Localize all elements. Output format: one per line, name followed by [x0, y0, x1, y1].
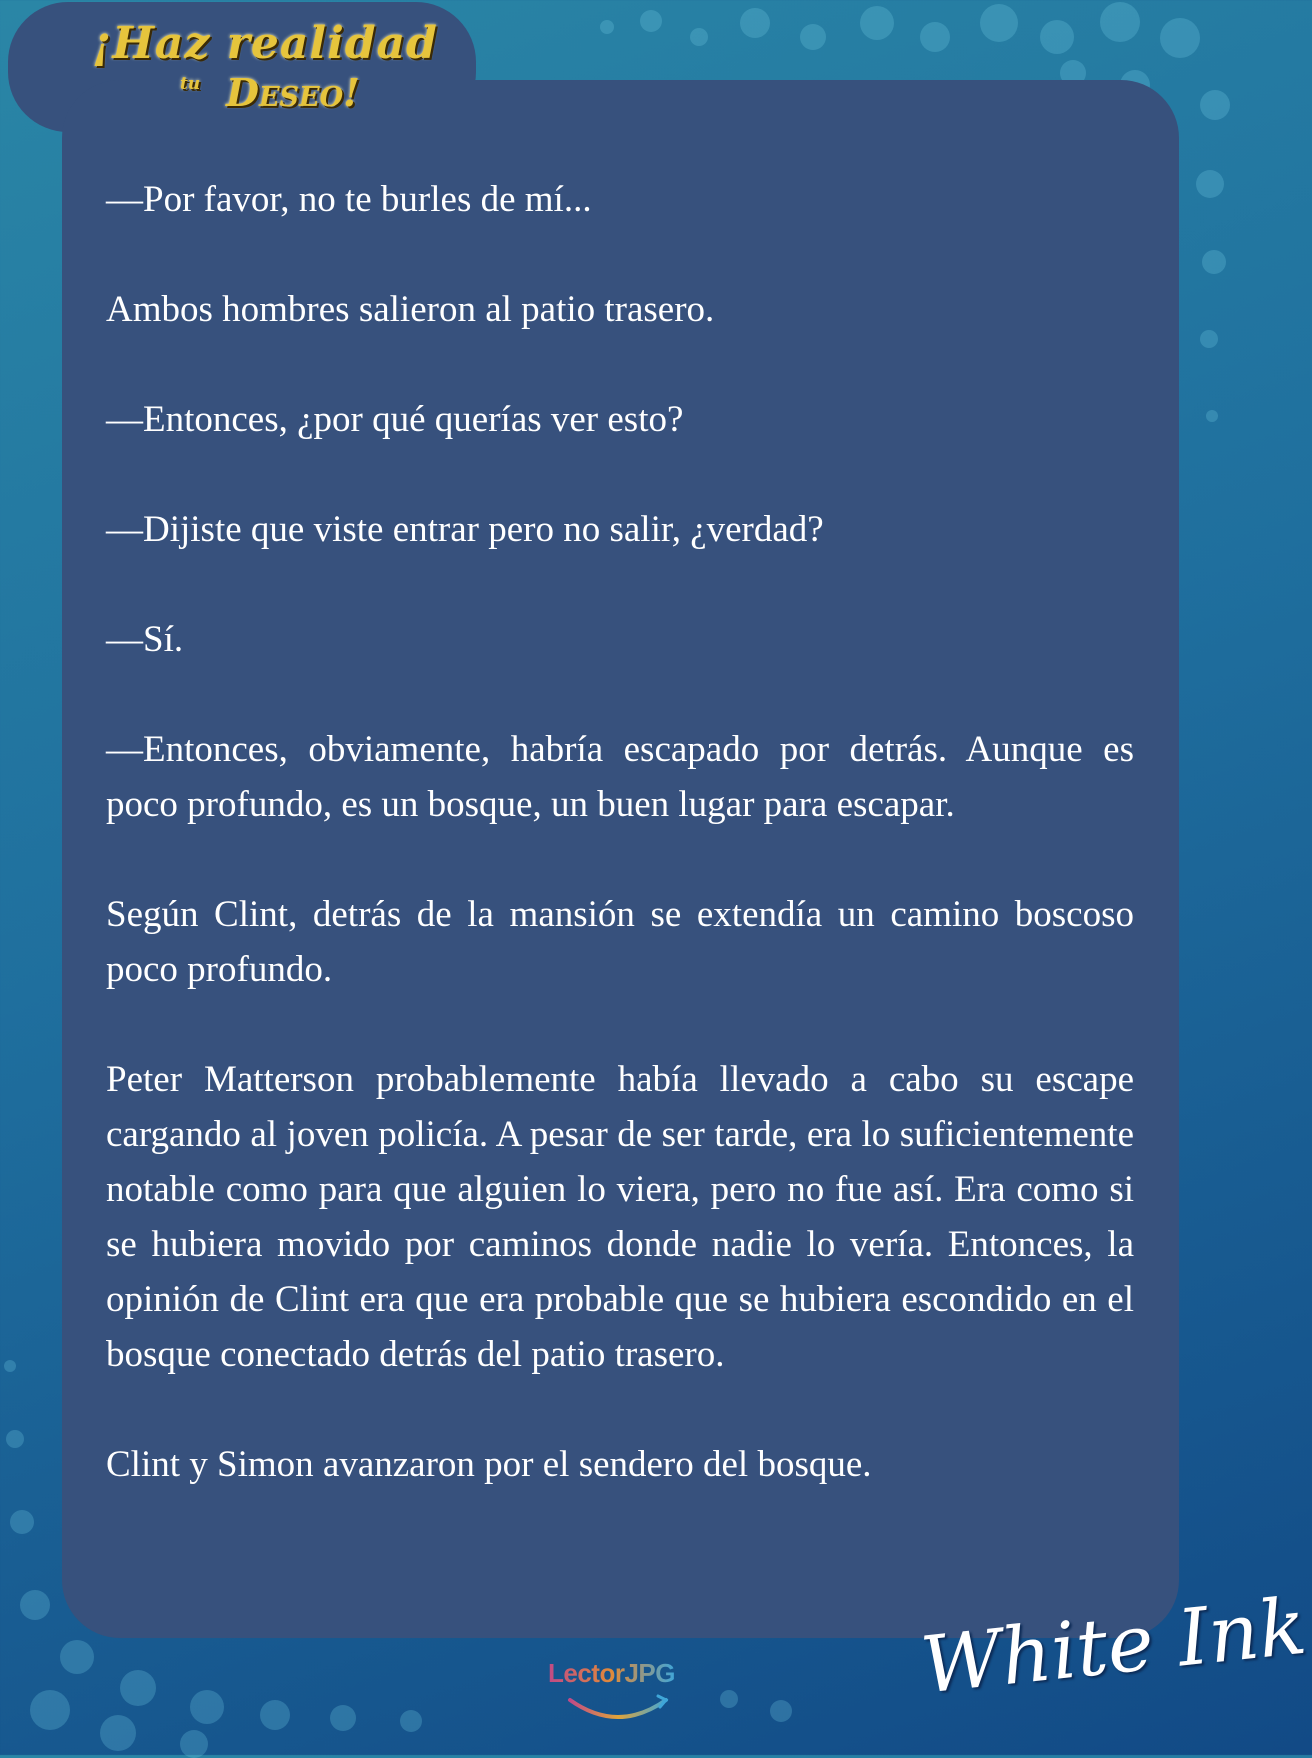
- logo-line-1: ¡Haz realidad: [92, 18, 438, 69]
- paragraph: Según Clint, detrás de la mansión se extendía un camino boscoso poco profundo.: [106, 894, 1134, 990]
- paragraph: Clint y Simon avanzaron por el sendero del bosque.: [106, 1444, 872, 1485]
- logo-line-3: Deseo!: [226, 70, 360, 115]
- paragraph: —Por favor, no te burles de mí...: [106, 179, 592, 220]
- smile-arc-icon: [566, 1694, 670, 1724]
- watermark-text: LectorJPG: [548, 1658, 675, 1688]
- lectorjpg-watermark: [548, 1658, 688, 1728]
- paragraph: —Entonces, obviamente, habría escapado por detrás. Aunque es poco profundo, es un bosque, un buen lugar para escapar.: [106, 729, 1134, 825]
- story-text: [106, 172, 1134, 1492]
- paragraph: —Dijiste que viste entrar pero no salir, ¿verdad?: [106, 509, 824, 550]
- paragraph: Ambos hombres salieron al patio trasero.: [106, 289, 715, 330]
- logo-line-2: tu: [180, 74, 201, 94]
- haz-realidad-tu-deseo-logo: [92, 12, 438, 122]
- paragraph: Peter Matterson probablemente había llevado a cabo su escape cargando al joven policía. A pesar de ser tarde, era lo suficientemente notable como para que alguien lo viera, pero no fue así. Era como si se hubiera movido por caminos donde nadie lo vería. Entonces, la opinión de Clint era que era probable que se hubiera escondido en el bosque conectado detrás del patio trasero.: [106, 1059, 1134, 1375]
- paragraph: —Entonces, ¿por qué querías ver esto?: [106, 399, 684, 440]
- white-ink-signature: White Ink: [917, 1581, 1311, 1712]
- paragraph: —Sí.: [106, 619, 184, 660]
